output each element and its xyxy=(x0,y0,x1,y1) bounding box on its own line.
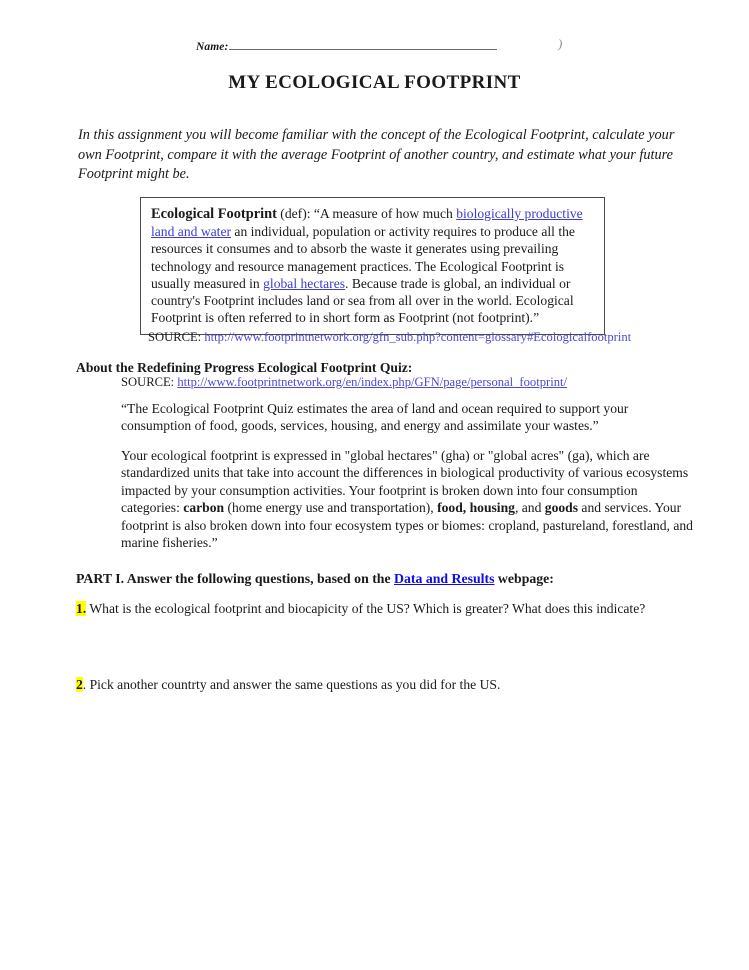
part-one-heading xyxy=(76,571,554,587)
quiz-p2-bold-goods: goods xyxy=(544,500,579,516)
definition-text-part3: . Because trade is global, an individual or country's Footprint includes land or sea from all over in the world. Ecological Footprint is often referred to in short form as Footprint (not footprint).” xyxy=(151,275,574,326)
about-source-label: SOURCE: xyxy=(121,375,175,389)
link-global-hectares[interactable]: global hectares xyxy=(263,275,346,291)
part-one-prefix: PART I. Answer the following questions, based on the xyxy=(76,571,395,586)
name-input-line[interactable] xyxy=(229,38,497,50)
quiz-p2-seg-e: , and xyxy=(514,500,545,516)
question-item-1 xyxy=(76,600,686,617)
definition-source-line xyxy=(148,329,708,345)
definition-text-part1: (def): “A measure of how much xyxy=(276,206,457,221)
name-field-row xyxy=(196,38,616,58)
link-biologically-productive-land-and-water[interactable]: biologically productive land and water xyxy=(151,206,583,240)
definition-box xyxy=(140,197,605,335)
question-2-number: 2 xyxy=(76,677,83,692)
part-one-suffix: webpage: xyxy=(494,571,554,586)
intro-paragraph: In this assignment you will become familiar with the concept of the Ecological Footprint, calculate your own Footprint, compare it with the average Footprint of another country, and estimate what your future Footprint might be. xyxy=(78,127,675,182)
quiz-paragraph-2 xyxy=(121,447,693,551)
quiz-p2-bold-carbon: carbon xyxy=(183,500,225,516)
question-1-text: What is the ecological footprint and biocapicity of the US? Which is greater? What does this indicate? xyxy=(86,601,646,616)
question-1-number: 1. xyxy=(76,601,87,616)
about-source-url[interactable]: http://www.footprintnetwork.org/en/index.php/GFN/page/personal_footprint/ xyxy=(177,375,567,389)
definition-term: Ecological Footprint xyxy=(151,206,277,222)
question-2-text: . Pick another countrty and answer the same questions as you did for the US. xyxy=(82,677,501,692)
about-quiz-source-line xyxy=(121,375,567,390)
quiz-paragraph-1: “The Ecological Footprint Quiz estimates the area of land and ocean required to support your consumption of food, goods, services, housing, and energy and assimilate your wastes.” xyxy=(121,401,629,434)
question-item-2 xyxy=(76,676,686,693)
quiz-p2-seg-g: and services. Your footprint is also broken down into four ecosystem types or biomes: cropland, pastureland, forestland, and marine fisheries.” xyxy=(121,500,693,551)
quiz-p2-bold-food-housing: food, housing xyxy=(437,500,515,516)
definition-source-url[interactable]: http://www.footprintnetwork.org/gfn_sub.php?content=glossary#Ecologicalfootprint xyxy=(204,330,632,344)
link-data-and-results[interactable]: Data and Results xyxy=(394,571,495,586)
page-title: MY ECOLOGICAL FOOTPRINT xyxy=(228,72,521,93)
quiz-p2-seg-c: (home energy use and transportation), xyxy=(224,500,438,516)
about-quiz-heading: About the Redefining Progress Ecological Footprint Quiz: xyxy=(76,360,413,375)
name-label: Name: xyxy=(196,41,229,53)
quiz-p2-seg-a: Your ecological footprint is expressed in "global hectares" (gha) or "global acres" (ga), which are standardized units that take into account the differences in biological productivity of various ecosystems impacted by your consumption activities. Your footprint is broken down into four consumption categories: xyxy=(121,448,689,516)
stray-paren-mark: ) xyxy=(558,36,563,51)
definition-source-label: SOURCE: xyxy=(148,330,202,344)
definition-text-part2: an individual, population or activity requires to produce all the resources it consumes and to absorb the waste it generates using prevailing technology and resource management practices. The Ecological Footprint is usually measured in xyxy=(151,224,575,291)
